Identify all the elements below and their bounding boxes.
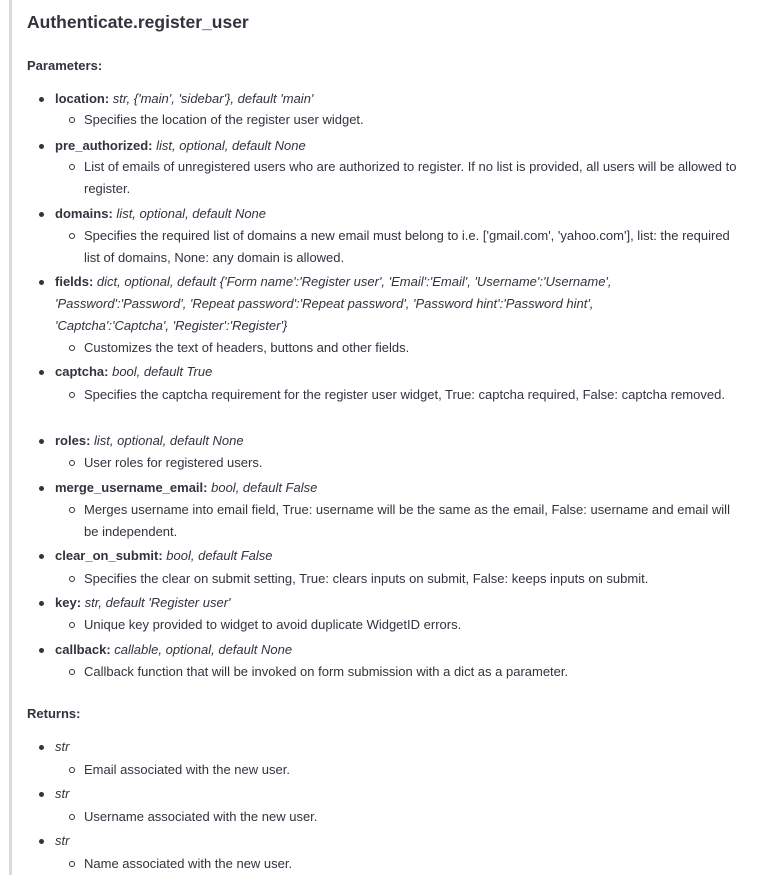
param-name: location:: [55, 91, 110, 106]
param-name: roles:: [55, 433, 91, 448]
param-type: str, {'main', 'sidebar'}, default 'main': [112, 91, 314, 106]
return-type: str: [55, 786, 70, 801]
sub-bullet-icon: [69, 164, 75, 170]
sub-bullet-icon: [69, 392, 75, 398]
bullet-icon: [39, 601, 44, 606]
param-description: User roles for registered users.: [84, 455, 263, 470]
param-name: clear_on_submit:: [55, 548, 163, 563]
bullet-icon: [39, 792, 44, 797]
bullet-icon: [39, 212, 44, 217]
param-name: merge_username_email:: [55, 480, 208, 495]
docstring-panel: [9, 0, 761, 875]
param-description: Customizes the text of headers, buttons and other fields.: [84, 340, 410, 355]
bullet-icon: [39, 280, 44, 285]
param-name: pre_authorized:: [55, 138, 153, 153]
sub-bullet-icon: [69, 622, 75, 628]
param-name: fields:: [55, 274, 94, 289]
bullet-icon: [39, 486, 44, 491]
param-name: captcha:: [55, 364, 109, 379]
return-description: Email associated with the new user.: [84, 762, 290, 777]
param-type: list, optional, default None: [116, 206, 267, 221]
returns-heading: Returns:: [27, 706, 81, 721]
param-type: bool, default True: [112, 364, 213, 379]
bullet-icon: [39, 144, 44, 149]
sub-bullet-icon: [69, 117, 75, 123]
return-type: str: [55, 739, 70, 754]
sub-bullet-icon: [69, 669, 75, 675]
param-name: callback:: [55, 642, 111, 657]
sub-bullet-icon: [69, 233, 75, 239]
param-type: list, optional, default None: [94, 433, 244, 448]
sub-bullet-icon: [69, 576, 75, 582]
param-description: Unique key provided to widget to avoid duplicate WidgetID errors.: [84, 617, 462, 632]
bullet-icon: [39, 370, 44, 375]
param-description: Specifies the captcha requirement for the register user widget, True: captcha required, False: captcha removed.: [84, 387, 725, 402]
param-description: Callback function that will be invoked on form submission with a dict as a parameter.: [84, 664, 569, 679]
param-description: List of emails of unregistered users who are authorized to register. If no list is provided, all users will be allowed to register.: [84, 159, 737, 196]
param-description: Merges username into email field, True: username will be the same as the email, False: username and email will be independent.: [84, 502, 730, 539]
sub-bullet-icon: [69, 814, 75, 820]
param-description: Specifies the location of the register user widget.: [84, 112, 364, 127]
bullet-icon: [39, 97, 44, 102]
param-description: Specifies the clear on submit setting, True: clears inputs on submit, False: keeps inputs on submit.: [84, 571, 649, 586]
sub-bullet-icon: [69, 861, 75, 867]
param-type: bool, default False: [166, 548, 273, 563]
return-description: Name associated with the new user.: [84, 856, 293, 871]
bullet-icon: [39, 648, 44, 653]
param-name: key:: [55, 595, 82, 610]
param-type: callable, optional, default None: [114, 642, 293, 657]
bullet-icon: [39, 839, 44, 844]
return-description: Username associated with the new user.: [84, 809, 318, 824]
sub-bullet-icon: [69, 345, 75, 351]
param-description: Specifies the required list of domains a new email must belong to i.e. ['gmail.com', 'yahoo.com'], list: the required list of domains, None: any domain is allowed.: [84, 228, 730, 265]
bullet-icon: [39, 439, 44, 444]
param-type: list, optional, default None: [156, 138, 306, 153]
sub-bullet-icon: [69, 507, 75, 513]
bullet-icon: [39, 554, 44, 559]
sub-bullet-icon: [69, 767, 75, 773]
return-type: str: [55, 833, 70, 848]
param-name: domains:: [55, 206, 113, 221]
param-type: bool, default False: [211, 480, 318, 495]
param-type: dict, optional, default {'Form name':'Register user', 'Email':'Email', 'Username':'Username', 'Password':'Password', 'Repeat password':'Repeat password', 'Password hint':'Password hint', 'Captcha':'Captcha', 'Register':'Register'}: [55, 274, 612, 333]
parameters-heading: Parameters:: [27, 58, 103, 73]
bullet-icon: [39, 745, 44, 750]
param-type: str, default 'Register user': [84, 595, 231, 610]
page-title: Authenticate.register_user: [27, 12, 249, 32]
sub-bullet-icon: [69, 460, 75, 466]
